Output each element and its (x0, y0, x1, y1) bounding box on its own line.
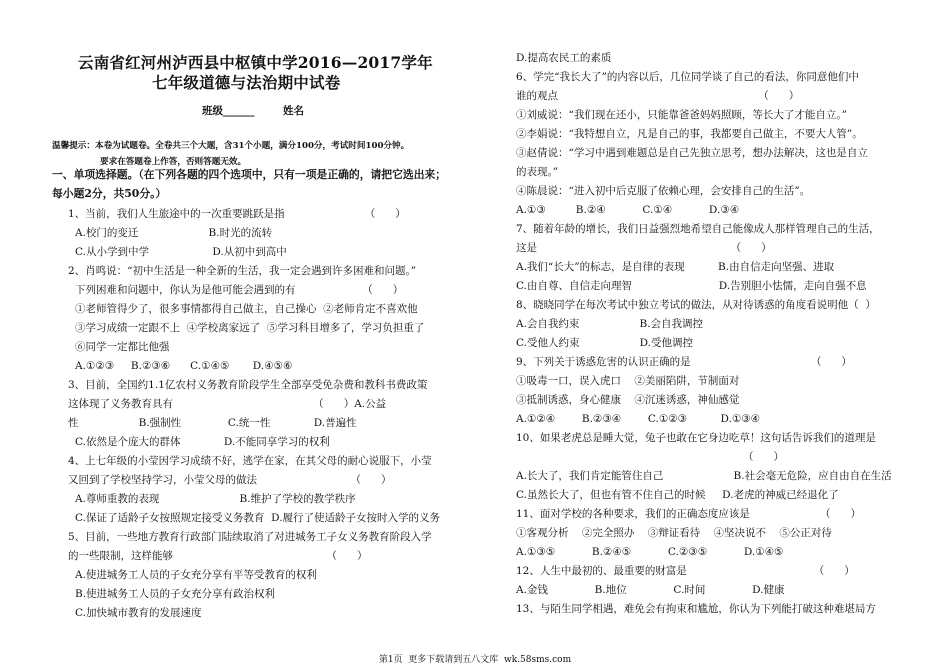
option-line: 性 B.强制性 C.统一性 D.普遍性 (68, 417, 357, 429)
question-line: 下列困难和问题中，你认为是他可能会遇到的有 （ ） (75, 284, 404, 296)
question-line: 10、如果老虎总是睡大觉，兔子也敢在它身边吃草！这句话告诉我们的道理是 (516, 432, 876, 444)
option-line: A.①②④ B.②③④ C.①②③ D.①③④ (516, 413, 761, 425)
question-line: 7、随着年龄的增长，我们日益强烈地希望自己能像成人那样管理自己的生活， (516, 223, 880, 235)
option-line: A.①③⑤ B.②④⑤ C.②③⑤ D.①④⑤ (516, 546, 784, 558)
question-line: 1、当前，我们人生旅途中的一次重要跳跃是指 （ ） (68, 208, 406, 220)
statement-line: 的表现。” (516, 166, 559, 178)
question-line: 3、目前，全国约1.1亿农村义务教育阶段学生全部享受免杂费和教科书费政策 (68, 379, 428, 391)
statement-line: ③赵倩说：“学习中遇到难题总是自己先独立思考，想办法解决，这也是自立 (516, 147, 868, 159)
option-line: B.使进城务工人员的子女充分享有政治权利 (75, 588, 276, 600)
option-line: D.提高农民工的素质 (516, 52, 612, 64)
page-footer: 第1页 更多下载请到五八文库 wk.58sms.com (378, 655, 572, 665)
option-line: C.从小学到中学 D.从初中到高中 (75, 246, 287, 258)
statement-line: ①吸毒一口，误入虎口 ②美丽陷阱，节制面对 (516, 375, 740, 387)
option-line: C.由自尊、自信走向理智 D.告别胆小怯懦，走向自强不息 (516, 280, 867, 292)
name-field-label: 姓名 (283, 105, 304, 117)
question-line: 8、晓晓同学在每次考试中独立考试的做法，从对待诱惑的角度看说明他（ ） (516, 299, 876, 311)
statement-line: ②李娟说：“我特想自立，凡是自己的事，我都要自己做主，不要大人管”。 (516, 128, 863, 140)
statement-line: ①老师管得少了，很多事情都得自己做主，自己操心 ②老师肯定不喜欢他 (75, 303, 418, 315)
statement-line: ①刘威说：“我们现在还小，只能靠爸爸妈妈照顾，等长大了才能自立。” (516, 109, 847, 121)
question-line: 谁的观点 （ ） (516, 90, 800, 102)
question-line: 这是 （ ） (516, 242, 772, 254)
option-line: A.校门的变迁 B.时光的流转 (75, 227, 273, 239)
section1-heading-line1: 一、单项选择题。（在下列各题的四个选项中，只有一项是正确的，请把它选出来； (52, 168, 447, 181)
notice-line1: 温馨提示：本卷为试题卷。全卷共三个大题，含31个小题，满分100分，考试时间100分钟。 (52, 141, 410, 151)
question-line: 又回到了学校坚持学习，小莹父母的做法 （ ） (68, 474, 392, 486)
question-line: 这体现了义务教育具有 （ ）A.公益 (68, 398, 387, 410)
option-line: A.①③ B.②④ C.①④ D.③④ (516, 204, 740, 216)
question-line: 11、面对学校的各种要求，我们的正确态度应该是 （ ） (516, 508, 861, 520)
option-line: A.①②③ B.②③⑥ C.①④⑤ D.④⑤⑥ (75, 360, 293, 372)
option-line: C.保证了适龄子女按照规定接受义务教育 D.履行了使适龄子女按时入学的义务 (75, 512, 441, 524)
section1-heading-line2: 每小题2分，共50分。） (52, 187, 167, 200)
question-line: 4、上七年级的小莹因学习成绩不好，逃学在家，在其父母的耐心说服下，小莹 (68, 455, 432, 467)
statement-line: ⑥同学一定都比他强 (75, 341, 170, 353)
option-line: A.我们“长大”的标志，是自律的表现 B.由自信走向坚强、进取 (516, 261, 835, 273)
question-line: 5、目前，一些地方教育行政部门陆续取消了对进城务工子女义务教育阶段入学 (68, 531, 432, 543)
question-line: 6、学完“我长大了”的内容以后，几位同学谈了自己的看法，你同意他们中 (516, 71, 859, 83)
option-line: C.受他人约束 D.受他调控 (516, 337, 693, 349)
notice-line2: 要求在答题卷上作答，否则答题无效。 (100, 157, 247, 167)
question-line: 2、肖鸣说：“初中生活是一种全新的生活，我一定会遇到许多困难和问题。” (68, 265, 417, 277)
question-line: 9、下列关于诱惑危害的认识正确的是 （ ） (516, 356, 852, 368)
statement-line: ③学习成绩一定跟不上 ④学校离家远了 ⑤学习科目增多了，学习负担重了 (75, 322, 425, 334)
option-line: C.加快城市教育的发展速度 (75, 607, 202, 619)
option-line: A.尊师重教的表现 B.维护了学校的教学秩序 (75, 493, 356, 505)
exam-title-line1: 云南省红河州泸西县中枢镇中学2016—2017学年 (78, 53, 433, 72)
question-line: 12、人生中最初的、最重要的财富是 （ ） (516, 565, 855, 577)
statement-line: ④陈晨说：“进入初中后克服了依赖心理，会安排自己的生活”。 (516, 185, 811, 197)
class-field-label: 班级______ (202, 105, 255, 117)
option-line: A.金钱 B.地位 C.时间 D.健康 (516, 584, 785, 596)
exam-title-line2: 七年级道德与法治期中试卷 (152, 73, 341, 92)
statement-line: ①客观分析 ②完全照办 ③辩证看待 ④坚决说不 ⑤公正对待 (516, 527, 832, 539)
option-line: C.虽然长大了，但也有管不住自己的时候 D.老虎的神威已经退化了 (516, 489, 839, 501)
question-line: （ ） (516, 451, 784, 463)
option-line: C.依然是个庞大的群体 D.不能同享学习的权利 (75, 436, 330, 448)
statement-line: ③抵制诱惑，身心健康 ④沉迷诱惑，神仙感觉 (516, 394, 740, 406)
question-line: 的一些限制，这样能够 （ ） (68, 550, 368, 562)
option-line: A.长大了，我们肯定能管住自己 B.社会毫无危险，应自由自在生活 (516, 470, 892, 482)
option-line: A.会自我约束 B.会自我调控 (516, 318, 704, 330)
question-line: 13、与陌生同学相遇，难免会有拘束和尴尬，你认为下列能打破这种难堪局方 (516, 603, 876, 615)
option-line: A.使进城务工人员的子女充分享有平等受教育的权利 (75, 569, 317, 581)
